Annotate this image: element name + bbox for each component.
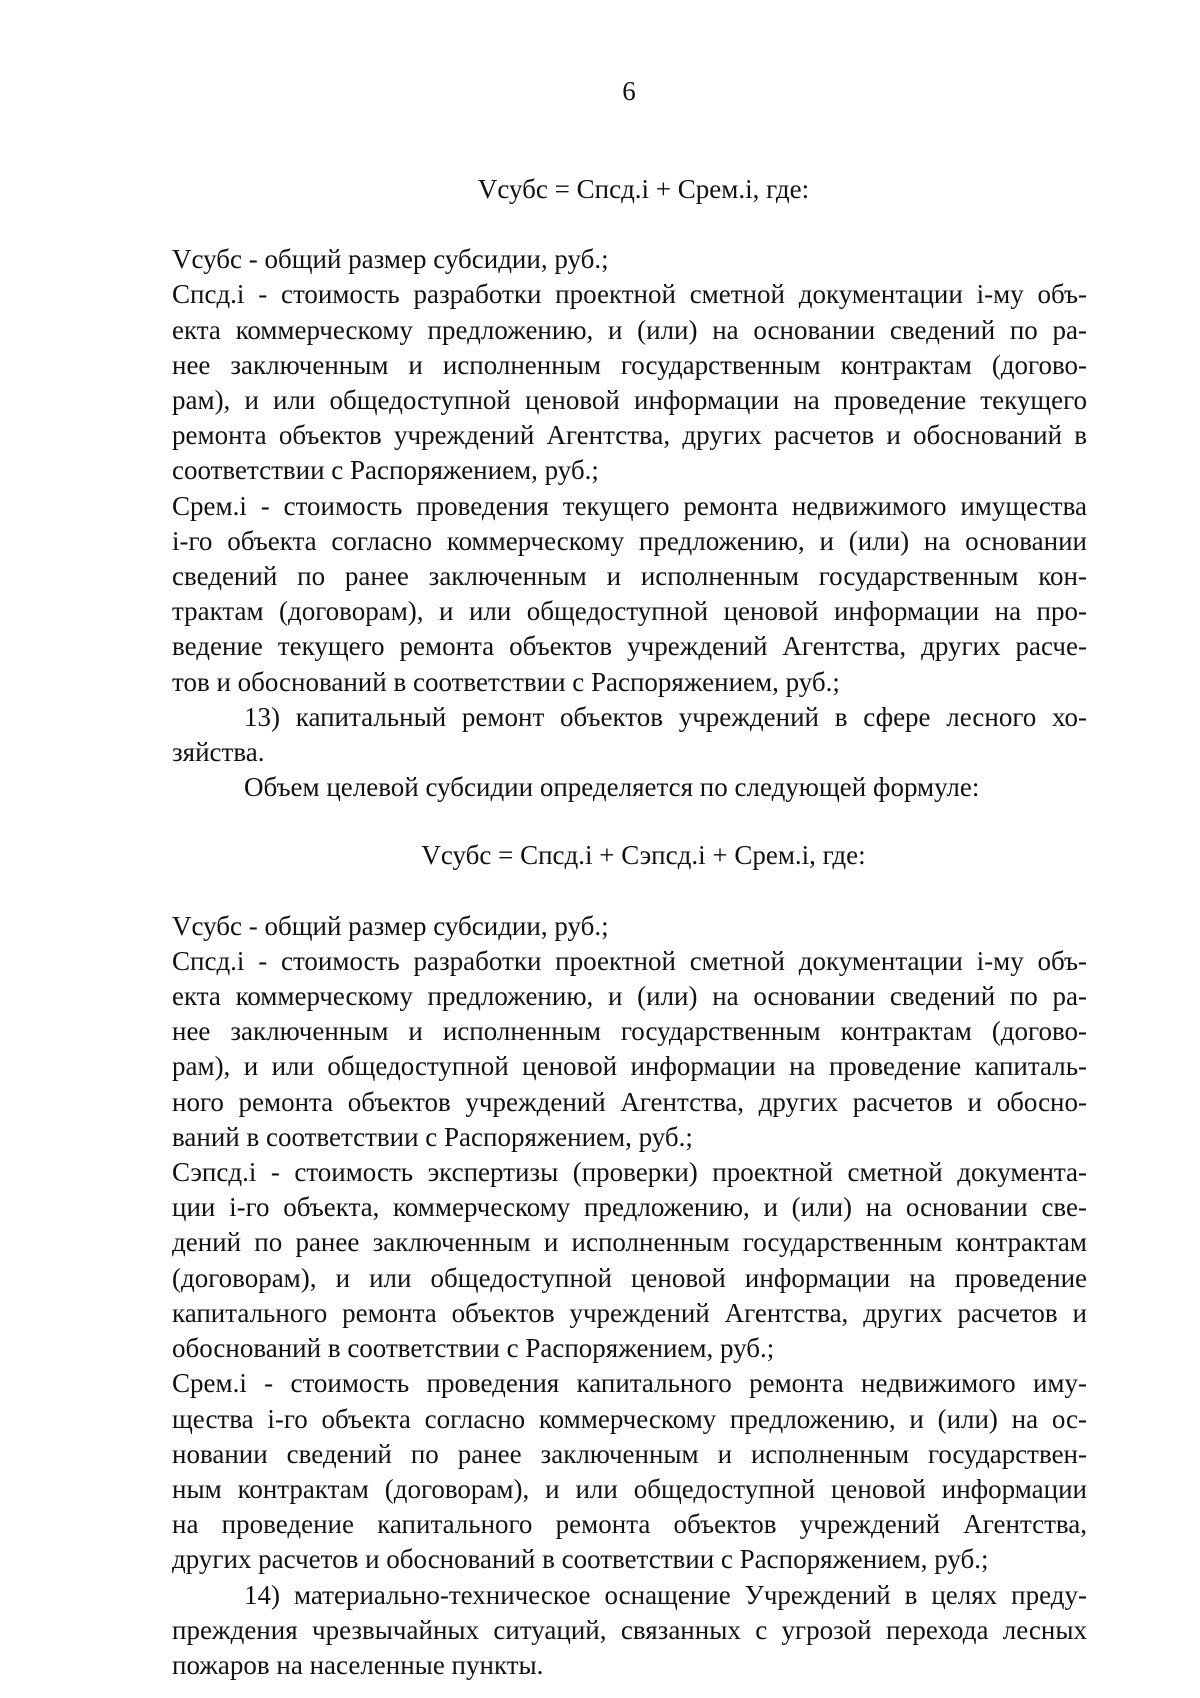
- text-line: екта коммерческому предложению, и (или) на основании сведений по ра-: [172, 314, 1087, 345]
- text-line: ремонта объектов учреждений Агентства, других расчетов и обоснований в: [172, 420, 1087, 451]
- text-line: трактам (договорам), и или общедоступной ценовой информации на про-: [172, 596, 1087, 627]
- text-line: ного ремонта объектов учреждений Агентства, других расчетов и обосно-: [172, 1086, 1087, 1117]
- formula-capital-repair: Vсубс = Спсд.i + Сэпсд.i + Срем.i, где:: [421, 840, 866, 871]
- text-line: екта коммерческому предложению, и (или) на основании сведений по ра-: [172, 981, 1087, 1012]
- text-line: соответствии с Распоряжением, руб.;: [172, 455, 599, 486]
- text-line: щества i-го объекта согласно коммерческому предложению, и (или) на ос-: [172, 1403, 1087, 1434]
- text-line: преждения чрезвычайных ситуаций, связанных с угрозой перехода лесных: [172, 1614, 1087, 1645]
- text-line: Срем.i - стоимость проведения текущего ремонта недвижимого имущества: [172, 490, 1087, 521]
- text-line: Vсубс - общий размер субсидии, руб.;: [172, 244, 609, 275]
- text-line: ным контрактам (договорам), и или общедоступной ценовой информации: [172, 1473, 1087, 1504]
- text-line: Срем.i - стоимость проведения капитального ремонта недвижимого иму-: [172, 1368, 1087, 1399]
- text-line: на проведение капитального ремонта объектов учреждений Агентства,: [172, 1509, 1087, 1540]
- text-line: пожаров на населенные пункты.: [172, 1649, 544, 1680]
- capital-repair-definitions: [172, 909, 1087, 1683]
- text-line: i-го объекта согласно коммерческому предложению, и (или) на основании: [172, 525, 1087, 556]
- text-line: капитального ремонта объектов учреждений Агентства, других расчетов и: [172, 1297, 1087, 1328]
- current-repair-definitions: [172, 242, 1087, 805]
- text-line: рам), и или общедоступной ценовой информации на проведение текущего: [172, 385, 1087, 416]
- text-line: Спсд.i - стоимость разработки проектной сметной документации i-му объ-: [172, 279, 1087, 310]
- text-line: дений по ранее заключенным и исполненным государственным контрактам: [172, 1227, 1087, 1258]
- text-line: нее заключенным и исполненным государственным контрактам (догово-: [172, 1016, 1087, 1047]
- page-number: 6: [622, 76, 636, 106]
- text-line: рам), и или общедоступной ценовой информации на проведение капиталь-: [172, 1051, 1087, 1082]
- text-line: Объем целевой субсидии определяется по следующей формуле:: [244, 772, 980, 803]
- text-line: других расчетов и обоснований в соответствии с Распоряжением, руб.;: [172, 1544, 989, 1575]
- text-line: Спсд.i - стоимость разработки проектной сметной документации i-му объ-: [172, 945, 1087, 976]
- text-line: ведение текущего ремонта объектов учреждений Агентства, других расче-: [172, 631, 1087, 662]
- text-line: тов и обоснований в соответствии с Распоряжением, руб.;: [172, 666, 840, 697]
- text-line: ции i-го объекта, коммерческому предложению, и (или) на основании све-: [172, 1192, 1087, 1223]
- text-line: Vсубс - общий размер субсидии, руб.;: [172, 910, 609, 941]
- text-line: обоснований в соответствии с Распоряжением, руб.;: [172, 1333, 775, 1364]
- text-line: сведений по ранее заключенным и исполненным государственным кон-: [172, 561, 1087, 592]
- text-line: 14) материально-техническое оснащение Учреждений в целях преду-: [244, 1579, 1087, 1610]
- document-body: [172, 172, 1087, 1683]
- text-line: (договорам), и или общедоступной ценовой информации на проведение: [172, 1262, 1087, 1293]
- formula-current-repair: Vсубс = Спсд.i + Срем.i, где:: [477, 174, 810, 204]
- text-line: ваний в соответствии с Распоряжением, руб.;: [172, 1121, 693, 1152]
- text-line: нее заключенным и исполненным государственным контрактам (догово-: [172, 349, 1087, 380]
- text-line: новании сведений по ранее заключенным и исполненным государствен-: [172, 1438, 1087, 1469]
- text-line: 13) капитальный ремонт объектов учреждений в сфере лесного хо-: [244, 701, 1087, 732]
- text-line: Сэпсд.i - стоимость экспертизы (проверки) проектной сметной документа-: [172, 1157, 1087, 1188]
- text-line: зяйства.: [172, 737, 265, 768]
